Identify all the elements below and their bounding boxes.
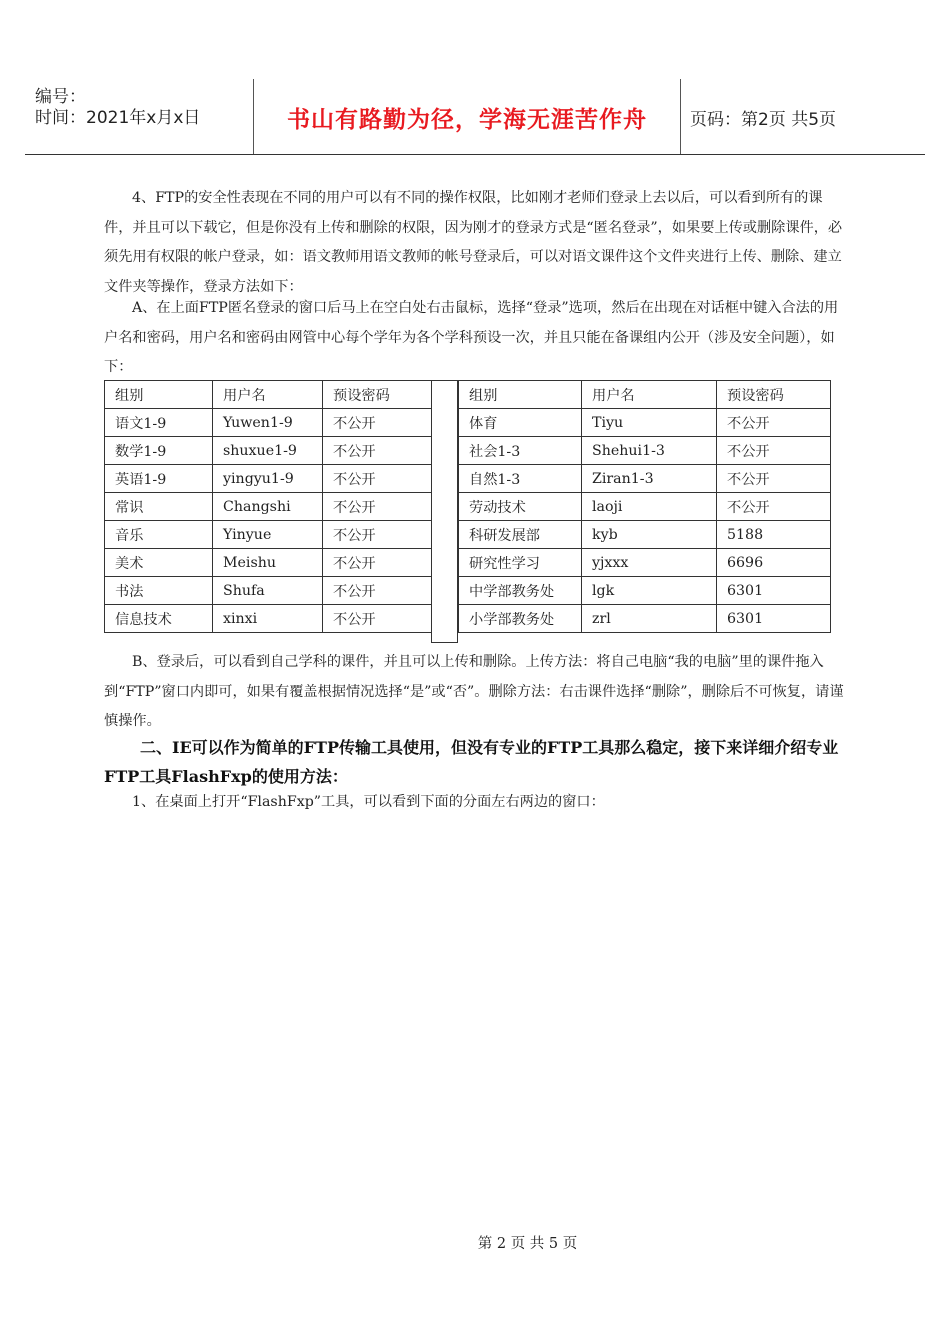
table-cell: 不公开 xyxy=(323,605,432,633)
table-cell: 书法 xyxy=(105,577,213,605)
table-header-cell: 组别 xyxy=(459,381,582,409)
table-header-row xyxy=(105,381,432,409)
table-row xyxy=(105,549,432,577)
table-cell: 社会1-3 xyxy=(459,437,582,465)
header-meta xyxy=(25,79,254,154)
page-footer: 第 2 页 共 5 页 xyxy=(477,1236,578,1252)
table-header-cell: 预设密码 xyxy=(717,381,831,409)
table-cell: 不公开 xyxy=(323,577,432,605)
table-cell: 美术 xyxy=(105,549,213,577)
section-heading-2-text: 二、IE可以作为简单的FTP传输工具使用，但没有专业的FTP工具那么稳定，接下来详细介绍专业FTP工具FlashFxp的使用方法： xyxy=(104,738,839,786)
page-info: 页码：第2页 共5页 xyxy=(690,110,837,130)
header-motto-cell xyxy=(254,79,681,154)
table-cell: shuxue1-9 xyxy=(213,437,323,465)
table-cell: 不公开 xyxy=(323,521,432,549)
table-cell: laoji xyxy=(582,493,717,521)
table-cell: 研究性学习 xyxy=(459,549,582,577)
table-row xyxy=(459,605,831,633)
table-cell: 信息技术 xyxy=(105,605,213,633)
table-cell: 不公开 xyxy=(717,437,831,465)
table-row xyxy=(459,409,831,437)
table-cell: Shehui1-3 xyxy=(582,437,717,465)
table-cell: 不公开 xyxy=(323,409,432,437)
paragraph-1 xyxy=(104,788,844,818)
table-cell: zrl xyxy=(582,605,717,633)
table-cell: 不公开 xyxy=(323,493,432,521)
table-cell: Yuwen1-9 xyxy=(213,409,323,437)
table-header-cell: 组别 xyxy=(105,381,213,409)
table-row xyxy=(459,577,831,605)
table-cell: Changshi xyxy=(213,493,323,521)
accounts-table-left xyxy=(104,380,432,633)
table-cell: 不公开 xyxy=(717,465,831,493)
section-heading-2 xyxy=(104,733,844,791)
table-cell: 不公开 xyxy=(717,493,831,521)
table-cell: kyb xyxy=(582,521,717,549)
table-row xyxy=(459,437,831,465)
paragraph-a xyxy=(104,294,844,383)
paragraph-4-text: 4、FTP的安全性表现在不同的用户可以有不同的操作权限，比如刚才老师们登录上去以后，可以看到所有的课件，并且可以下载它，但是你没有上传和删除的权限，因为刚才的登录方式是“匿名登录”，如果要上传或删除课件，必须先用有权限的帐户登录，如：语文教师用语文教师的帐号登录后，可以对语文课件这个文件夹进行上传、删除、建立文件夹等操作，登录方法如下： xyxy=(104,190,843,295)
table-cell: Meishu xyxy=(213,549,323,577)
table-row xyxy=(105,493,432,521)
table-cell: Shufa xyxy=(213,577,323,605)
table-cell: 自然1-3 xyxy=(459,465,582,493)
table-cell: 不公开 xyxy=(323,465,432,493)
table-row xyxy=(105,465,432,493)
table-row xyxy=(105,521,432,549)
table-cell: Tiyu xyxy=(582,409,717,437)
paragraph-b-text: B、登录后，可以看到自己学科的课件，并且可以上传和删除。上传方法：将自己电脑“我的电脑”里的课件拖入到“FTP”窗口内即可，如果有覆盖根据情况选择“是”或“否”。删除方法：右击课件选择“删除”，删除后不可恢复，请谨慎操作。 xyxy=(104,654,844,729)
table-cell: 中学部教务处 xyxy=(459,577,582,605)
table-cell: 不公开 xyxy=(323,549,432,577)
table-cell: 常识 xyxy=(105,493,213,521)
table-row xyxy=(459,549,831,577)
page-header xyxy=(25,79,925,155)
table-row xyxy=(459,493,831,521)
table-header-cell: 用户名 xyxy=(213,381,323,409)
table-header-cell: 用户名 xyxy=(582,381,717,409)
time-label: 时间：2021年x月x日 xyxy=(35,108,201,128)
table-row xyxy=(105,437,432,465)
paragraph-b xyxy=(104,648,844,737)
table-cell: yjxxx xyxy=(582,549,717,577)
table-row xyxy=(105,605,432,633)
table-cell: 英语1-9 xyxy=(105,465,213,493)
table-cell: 6301 xyxy=(717,577,831,605)
table-cell: 语文1-9 xyxy=(105,409,213,437)
table-cell: 6696 xyxy=(717,549,831,577)
table-cell: 科研发展部 xyxy=(459,521,582,549)
accounts-table-right xyxy=(458,380,831,633)
table-gap-column xyxy=(431,380,458,643)
table-cell: 音乐 xyxy=(105,521,213,549)
table-row xyxy=(459,521,831,549)
table-row xyxy=(105,409,432,437)
table-row xyxy=(459,465,831,493)
table-cell: 数学1-9 xyxy=(105,437,213,465)
table-cell: 体育 xyxy=(459,409,582,437)
motto: 书山有路勤为径，学海无涯苦作舟 xyxy=(287,107,647,133)
table-cell: 5188 xyxy=(717,521,831,549)
table-cell: lgk xyxy=(582,577,717,605)
table-row xyxy=(105,577,432,605)
paragraph-1-text: 1、在桌面上打开“FlashFxp”工具，可以看到下面的分面左右两边的窗口： xyxy=(132,794,605,810)
table-cell: 6301 xyxy=(717,605,831,633)
table-header-row xyxy=(459,381,831,409)
number-label: 编号： xyxy=(35,87,86,107)
paragraph-4 xyxy=(104,184,844,302)
table-cell: Ziran1-3 xyxy=(582,465,717,493)
table-header-cell: 预设密码 xyxy=(323,381,432,409)
table-cell: 不公开 xyxy=(717,409,831,437)
paragraph-a-text: A、在上面FTP匿名登录的窗口后马上在空白处右击鼠标，选择“登录”选项，然后在出现在对话框中键入合法的用户名和密码，用户名和密码由网管中心每个学年为各个学科预设一次，并且只能在备课组内公开（涉及安全问题），如下： xyxy=(104,300,839,375)
table-cell: 小学部教务处 xyxy=(459,605,582,633)
table-cell: 不公开 xyxy=(323,437,432,465)
table-cell: Yinyue xyxy=(213,521,323,549)
table-cell: yingyu1-9 xyxy=(213,465,323,493)
table-cell: 劳动技术 xyxy=(459,493,582,521)
table-cell: xinxi xyxy=(213,605,323,633)
